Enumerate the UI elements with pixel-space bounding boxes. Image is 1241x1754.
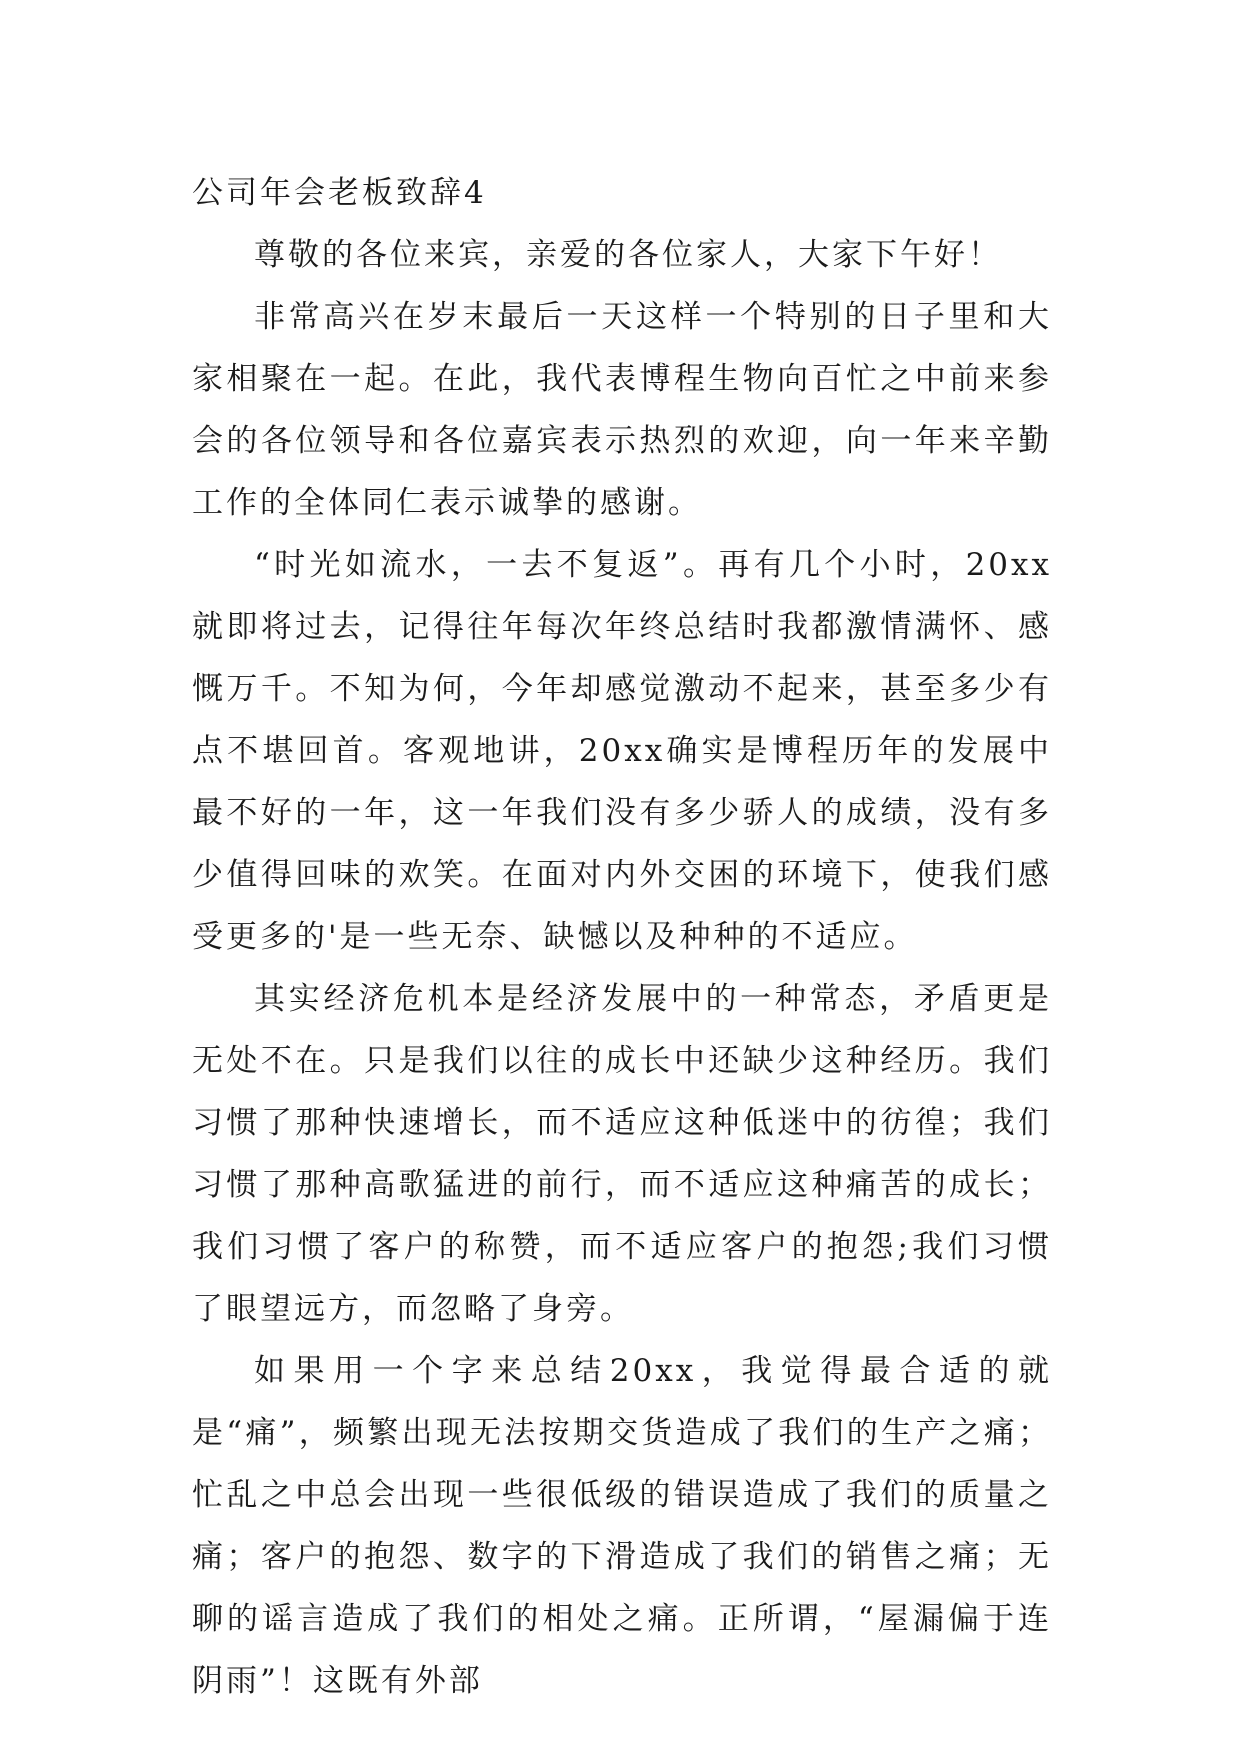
document-title: 公司年会老板致辞4 bbox=[192, 175, 487, 211]
paragraph-economic-crisis: 其实经济危机本是经济发展中的一种常态，矛盾更是无处不在。只是我们以往的成长中还缺少这种经历。我们习惯了那种快速增长，而不适应这种低迷中的彷徨；我们习惯了那种高歌猛进的前行，而不适应这种痛苦的成长；我们习惯了客户的称赞，而不适应客户的抱怨;我们习惯了眼望远方，而忽略了身旁。 bbox=[192, 981, 1052, 1327]
paragraph-pain-summary: 如果用一个字来总结20xx，我觉得最合适的就是“痛”，频繁出现无法按期交货造成了我们的生产之痛；忙乱之中总会出现一些很低级的错误造成了我们的质量之痛；客户的抱怨、数字的下滑造成了我们的销售之痛；无聊的谣言造成了我们的相处之痛。正所谓，“屋漏偏于连阴雨”！这既有外部 bbox=[192, 1353, 1052, 1699]
paragraph-welcome: 非常高兴在岁末最后一天这样一个特别的日子里和大家相聚在一起。在此，我代表博程生物向百忙之中前来参会的各位领导和各位嘉宾表示热烈的欢迎，向一年来辛勤工作的全体同仁表示诚挚的感谢。 bbox=[192, 299, 1052, 521]
document-body bbox=[192, 162, 1052, 1712]
paragraph-greeting: 尊敬的各位来宾，亲爱的各位家人，大家下午好！ bbox=[254, 237, 1002, 273]
paragraph-year-review: “时光如流水，一去不复返”。再有几个小时，20xx就即将过去，记得往年每次年终总结时我都激情满怀、感慨万千。不知为何，今年却感觉激动不起来，甚至多少有点不堪回首。客观地讲，20xx确实是博程历年的发展中最不好的一年，这一年我们没有多少骄人的成绩，没有多少值得回味的欢笑。在面对内外交困的环境下，使我们感受更多的'是一些无奈、缺憾以及种种的不适应。 bbox=[192, 547, 1052, 955]
